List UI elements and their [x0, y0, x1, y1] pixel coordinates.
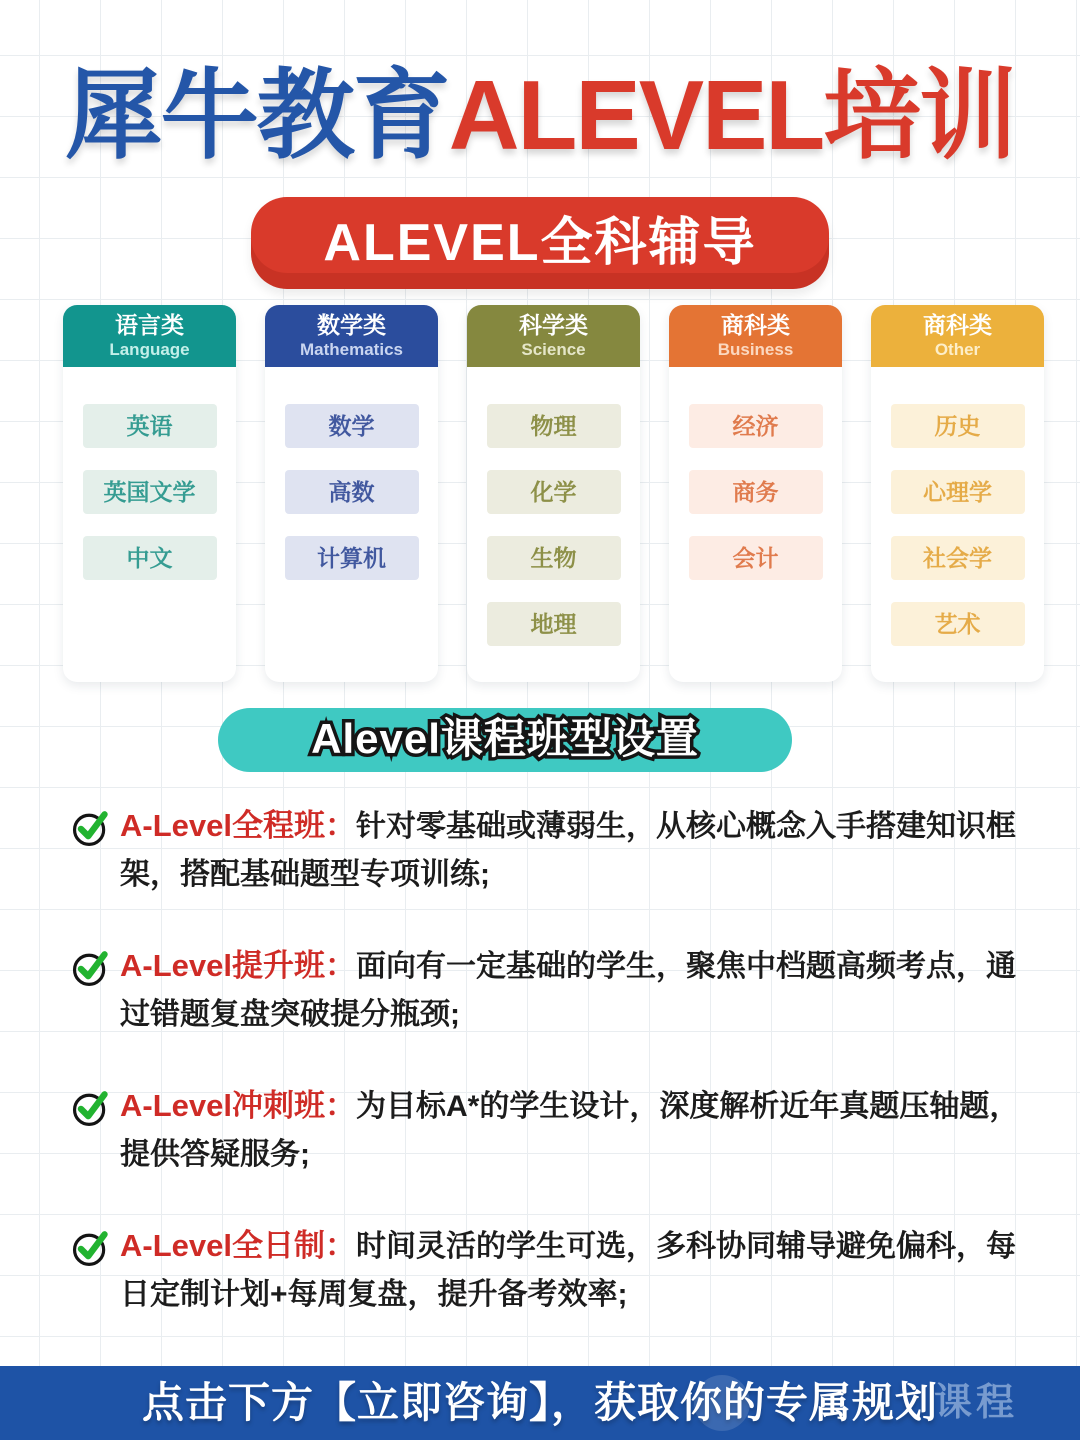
category-title-en: Language: [109, 340, 190, 360]
subject-chip: 物理: [487, 404, 621, 448]
subject-chip: 计算机: [285, 536, 419, 580]
program-label: A-Level全日制：: [120, 1228, 356, 1264]
footer-cta-label: 点击下方【立即咨询】，获取你的专属规划: [141, 1379, 938, 1426]
category-card-business: [669, 305, 842, 682]
category-card-language: [63, 305, 236, 682]
subject-chip: 中文: [83, 536, 217, 580]
category-header: [467, 305, 640, 367]
subject-chip: 英语: [83, 404, 217, 448]
program-desc: 面向有一定基础的学生，聚焦中档题高频考点，通过错题复盘突破提分瓶颈;: [120, 950, 1016, 1032]
subject-chip-list: [265, 367, 438, 580]
check-icon: [70, 948, 110, 988]
subject-chip-list: [871, 367, 1044, 646]
subject-chip: 英国文学: [83, 470, 217, 514]
program-label: A-Level全程班：: [120, 808, 356, 844]
category-header: [63, 305, 236, 367]
category-title-en: Mathematics: [300, 340, 403, 360]
program-desc: 为目标A*的学生设计，深度解析近年真题压轴题，提供答疑服务;: [120, 1090, 1020, 1172]
subject-chip: 社会学: [891, 536, 1025, 580]
category-card-mathematics: [265, 305, 438, 682]
program-item: [70, 1222, 1022, 1319]
subject-chip: 经济: [689, 404, 823, 448]
category-title-en: Science: [521, 340, 586, 360]
category-header: [265, 305, 438, 367]
category-title-cn: 商科类: [721, 312, 790, 339]
subject-chip: 数学: [285, 404, 419, 448]
page-title: [0, 0, 1080, 179]
category-header: [871, 305, 1044, 367]
program-desc: 时间灵活的学生可选，多科协同辅导避免偏科，每日定制计划+每周复盘，提升备考效率;: [120, 1230, 1016, 1312]
category-title-en: Business: [717, 340, 794, 360]
program-text: [120, 1082, 1022, 1179]
title-subject: ALEVEL培训: [448, 60, 1016, 170]
subject-chip: 历史: [891, 404, 1025, 448]
program-text: [120, 942, 1022, 1039]
title-brand: 犀牛教育: [64, 60, 449, 170]
check-icon: [70, 1088, 110, 1128]
program-desc: 针对零基础或薄弱生，从核心概念入手搭建知识框架，搭配基础题型专项训练;: [120, 810, 1016, 892]
program-text: [120, 1222, 1022, 1319]
subject-chip: 艺术: [891, 602, 1025, 646]
subject-chip-list: [669, 367, 842, 580]
subtitle-banner: [251, 197, 829, 289]
category-cards: [0, 305, 1080, 682]
category-title-cn: 商科类: [923, 312, 992, 339]
category-header: [669, 305, 842, 367]
check-icon: [70, 1228, 110, 1268]
subject-chip: 心理学: [891, 470, 1025, 514]
footer-cta-bar[interactable]: [0, 1366, 1080, 1440]
subject-chip: 生物: [487, 536, 621, 580]
watermark-text: 课程: [933, 1382, 1018, 1424]
program-item: [70, 802, 1022, 899]
subject-chip-list: [63, 367, 236, 580]
watermark-logo-icon: [694, 1375, 750, 1431]
category-title-cn: 数学类: [317, 312, 386, 339]
program-label: A-Level冲刺班：: [120, 1088, 356, 1124]
section-pill: [218, 708, 792, 772]
subtitle-banner-label: ALEVEL全科辅导: [323, 214, 757, 273]
category-title-en: Other: [934, 340, 981, 360]
program-item: [70, 1082, 1022, 1179]
program-item: [70, 942, 1022, 1039]
subject-chip: 商务: [689, 470, 823, 514]
subject-chip: 化学: [487, 470, 621, 514]
subject-chip-list: [467, 367, 640, 646]
section-pill-label: Alevel课程班型设置: [311, 715, 699, 763]
check-icon: [70, 808, 110, 848]
program-list: [70, 802, 1022, 1319]
subject-chip: 高数: [285, 470, 419, 514]
category-title-cn: 语言类: [115, 312, 184, 339]
category-title-cn: 科学类: [519, 312, 588, 339]
category-card-other: [871, 305, 1044, 682]
program-text: [120, 802, 1022, 899]
category-card-science: [467, 305, 640, 682]
subject-chip: 会计: [689, 536, 823, 580]
program-label: A-Level提升班：: [120, 948, 356, 984]
subject-chip: 地理: [487, 602, 621, 646]
